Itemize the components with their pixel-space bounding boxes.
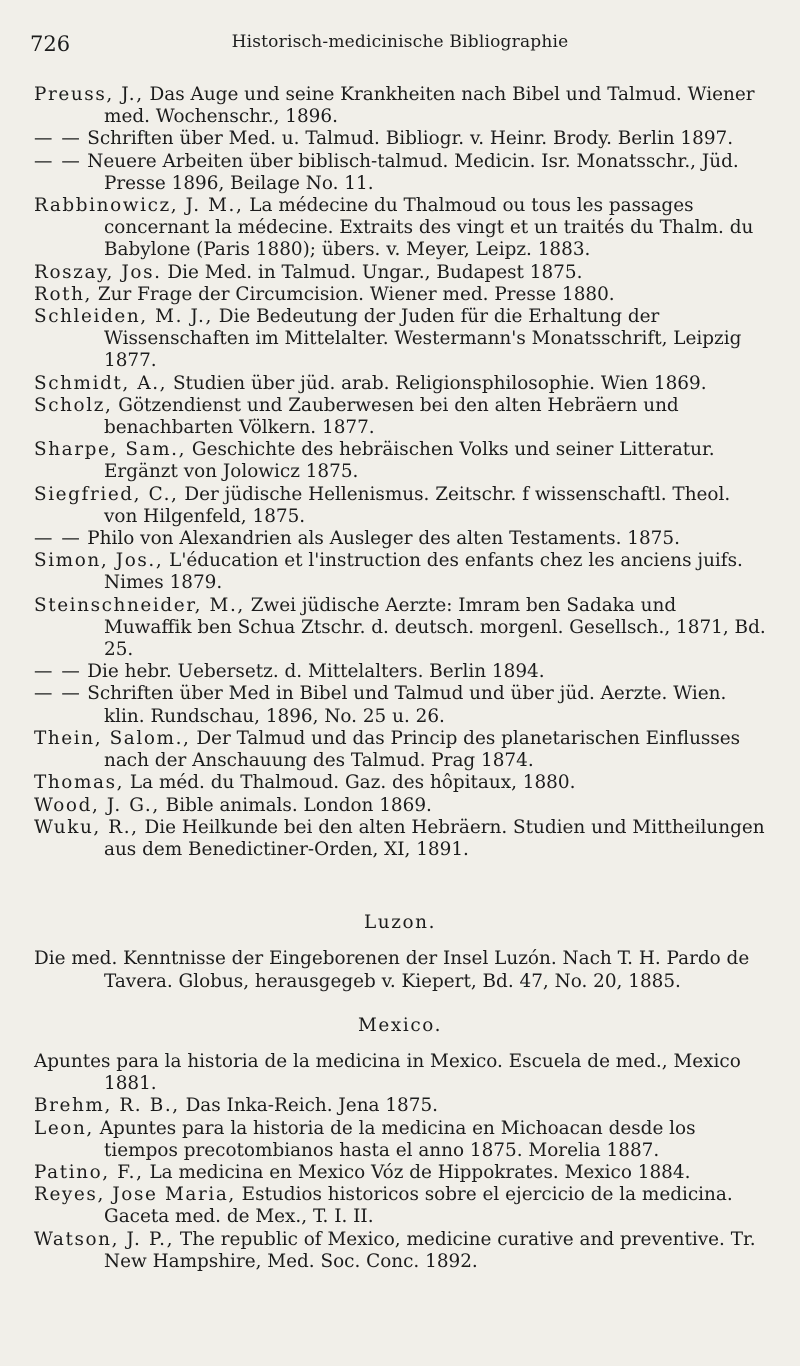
running-head: Historisch-medicinische Bibliographie [231,32,569,52]
entry-text: Die Med. in Talmud. Ungar., Budapest 1875. [161,261,583,283]
section-spacer [34,934,766,948]
bibliography-entry [34,550,766,594]
entry-author: Sharpe, Sam., [34,439,187,461]
entry-text: La médecine du Thalmoud ou tous les passages concernant la médecine. Extraits des vingt et un traités du Thalm. du Babylone (Paris 1880); übers. v. Meyer, Leipz. 1883. [104,195,754,261]
bibliography-entry [34,728,766,772]
entry-text: Die Bedeutung der Juden für die Erhaltung der Wissenschaften im Mittelalter. Westermann's Monatsschrift, Leipzig 1877. [104,306,742,372]
bibliography-entry [34,1118,766,1162]
entry-author: Leon, [34,1117,94,1139]
entry-author: — — [34,661,82,683]
bibliography-entry [34,1184,766,1228]
entry-author: Scholz, [34,394,113,416]
entry-author: Wood, J. G., [34,794,160,816]
bibliography-entry [34,1229,766,1273]
entry-text: Das Auge und seine Krankheiten nach Bibel und Talmud. Wiener med. Wochenschr., 1896. [104,84,755,128]
section-heading-mexico: Mexico. [357,1014,443,1036]
luzon-list [34,948,766,992]
entry-author: Preuss, J., [34,84,144,105]
entry-author: — — [34,528,82,550]
bibliography-list [34,84,766,861]
entry-author: Steinschneider, M., [34,594,245,616]
entry-text: Philo von Alexandrien als Ausleger des alten Testaments. 1875. [81,528,680,550]
entry-text: Apuntes para la historia de la medicina en Michoacan desde los tiempos precotombianos hasta el anno 1875. Morelia 1887. [93,1117,696,1161]
entry-author: Rabbinowicz, J. M., [34,195,244,217]
entry-author: — — [34,683,82,705]
entry-text: Schriften über Med. u. Talmud. Bibliogr. v. Heinr. Brody. Berlin 1897. [81,128,734,150]
page-header [28,28,772,62]
entry-author: Thein, Salom., [34,727,191,749]
bibliography-entry [34,128,766,150]
bibliography-entry [34,284,766,306]
entry-text: Die med. Kenntnisse der Eingeborenen der Insel Luzón. Nach T. H. Pardo de Tavera. Globus, herausgegeb v. Kiepert, Bd. 47, No. 20, 1885. [34,948,750,992]
entry-text: Der Talmud und das Princip des planetarischen Einflusses nach der Anschauung des Talmud. Prag 1874. [104,727,741,772]
entry-text: The republic of Mexico, medicine curative and preventive. Tr. New Hampshire, Med. Soc. Conc. 1892. [104,1228,756,1272]
mexico-list [34,1051,766,1273]
entry-text: Götzendienst und Zauberwesen bei den alten Hebräern und benachbarten Völkern. 1877. [104,394,679,439]
entry-author: — — [34,128,82,150]
entry-author: Wuku, R., [34,816,139,838]
bibliography-entry [34,1051,766,1095]
entry-author: — — [34,150,82,172]
entry-text: La méd. du Thalmoud. Gaz. des hôpitaux, 1880. [124,772,576,794]
entry-text: Studien über jüd. arab. Religionsphilosophie. Wien 1869. [167,372,707,394]
bibliography-entry [34,1095,766,1117]
bibliography-entry [34,528,766,550]
entry-author: Schleiden, M. J., [34,306,213,328]
entry-author: Thomas, [34,772,125,794]
bibliography-entry [34,484,766,528]
entry-text: L'éducation et l'instruction des enfants chez les anciens juifs. Nimes 1879. [104,550,743,594]
section-spacer [34,861,766,912]
section-spacer [34,993,766,1015]
bibliography-entry [34,395,766,439]
page-number: 726 [30,32,71,56]
bibliography-entry [34,595,766,662]
section-heading-luzon: Luzon. [363,912,437,934]
bibliography [34,84,766,1273]
section-spacer [34,1037,766,1051]
entry-author: Roth, [34,283,92,305]
entry-author: Schmidt, A., [34,372,168,394]
entry-text: Die Heilkunde bei den alten Hebräern. Studien und Mittheilungen aus dem Benedictiner-Orden, XI, 1891. [104,816,765,860]
bibliography-entry [34,948,766,992]
entry-text: Schriften über Med in Bibel und Talmud und über jüd. Aerzte. Wien. klin. Rundschau, 1896, No. 25 u. 26. [81,683,727,727]
entry-author: Roszay, Jos. [34,261,162,283]
entry-text: Die hebr. Uebersetz. d. Mittelalters. Berlin 1894. [81,661,545,683]
bibliography-entry [34,772,766,794]
entry-text: Das Inka-Reich. Jena 1875. [179,1095,438,1117]
bibliography-entry [34,373,766,395]
bibliography-entry [34,683,766,727]
entry-author: Patino, F., [34,1161,144,1183]
entry-author: Siegfried, C., [34,483,179,505]
bibliography-entry [34,817,766,861]
bibliography-entry [34,661,766,683]
entry-text: Zur Frage der Circumcision. Wiener med. Presse 1880. [92,283,615,305]
entry-text: Der jüdische Hellenismus. Zeitschr. f wissenschaftl. Theol. von Hilgenfeld, 1875. [104,483,731,527]
bibliography-entry [34,795,766,817]
bibliography-entry [34,151,766,195]
entry-text: Estudios historicos sobre el ejercicio de la medicina. Gaceta med. de Mex., T. I. II. [104,1184,733,1228]
entry-text: Bible animals. London 1869. [159,794,432,816]
entry-text: La medicina en Mexico Vóz de Hippokrates. Mexico 1884. [143,1161,691,1183]
entry-author: Watson, J. P., [34,1228,175,1250]
bibliography-entry [34,84,766,128]
entry-text: Geschichte des hebräischen Volks und seiner Litteratur. Ergänzt von Jolowicz 1875. [104,439,715,483]
bibliography-entry [34,195,766,262]
bibliography-entry [34,262,766,284]
entry-author: Simon, Jos., [34,550,164,572]
entry-author: Reyes, Jose Maria, [34,1184,236,1206]
entry-author: Brehm, R. B., [34,1095,180,1117]
bibliography-entry [34,306,766,373]
bibliography-entry [34,439,766,483]
entry-text: Apuntes para la historia de la medicina in Mexico. Escuela de med., Mexico 1881. [34,1050,741,1095]
entry-text: Zwei jüdische Aerzte: Imram ben Sadaka und Muwaffik ben Schua Ztschr. d. deutsch. morgenl. Gesellsch., 1871, Bd. 25. [104,594,766,661]
bibliography-entry [34,1162,766,1184]
entry-text: Neuere Arbeiten über biblisch-talmud. Medicin. Isr. Monatsschr., Jüd. Presse 1896, Beilage No. 11. [81,150,739,194]
